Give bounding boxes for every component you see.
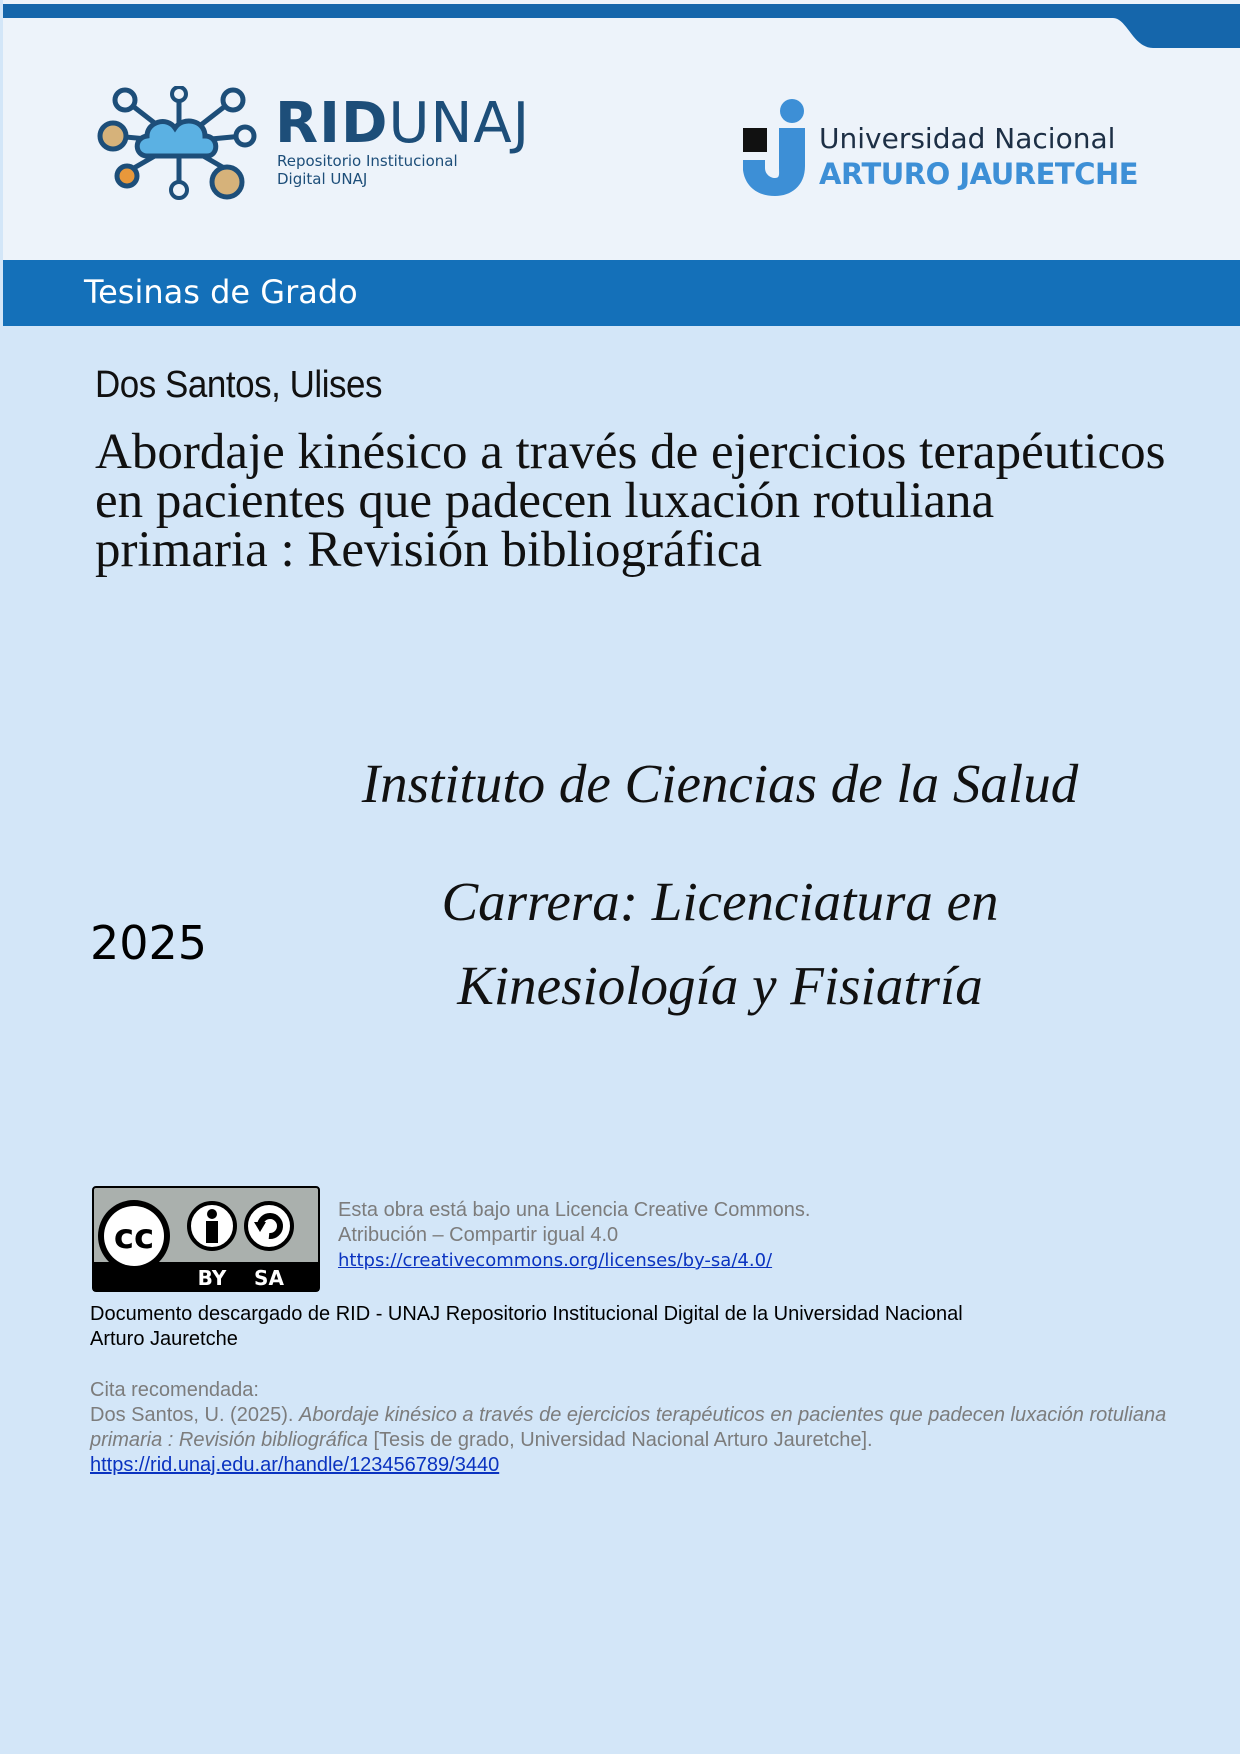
category-band xyxy=(3,260,1240,326)
ridunaj-subtitle-line2: Digital UNAJ xyxy=(277,170,368,188)
ridunaj-wordmark-bold: RID xyxy=(275,91,389,156)
ridunaj-subtitle xyxy=(277,152,517,188)
citation-suffix: [Tesis de grado, Universidad Nacional Arturo Jauretche]. xyxy=(367,1429,873,1451)
unaj-j-icon xyxy=(743,98,809,198)
institute-name: Instituto de Ciencias de la Salud xyxy=(361,753,1079,814)
cc-badge-cc-text: cc xyxy=(113,1217,155,1257)
unaj-logo xyxy=(743,98,1143,198)
citation-title: Abordaje kinésico a través de ejercicios terapéuticos en pacientes que padecen luxación rotuliana primaria : Revisión bibliográfica xyxy=(90,1404,1167,1451)
category-label: Tesinas de Grado xyxy=(84,273,358,311)
document-title: Abordaje kinésico a través de ejercicios terapéuticos en pacientes que padecen luxación rotuliana primaria : Revisión bibliográfica xyxy=(95,424,1166,578)
license-text xyxy=(338,1198,898,1273)
header-band xyxy=(3,0,1240,260)
citation-label: Cita recomendada: xyxy=(90,1379,259,1401)
ridunaj-wordmark-light: UNAJ xyxy=(388,91,531,156)
creative-commons-by-sa-icon xyxy=(92,1186,320,1292)
header-top-bar xyxy=(3,4,1240,18)
cc-badge-sa-text: SA xyxy=(254,1266,284,1290)
unaj-name-line1: Universidad Nacional xyxy=(819,122,1116,155)
cloud-network-icon xyxy=(95,86,263,206)
license-line2: Atribución – Compartir igual 4.0 xyxy=(338,1224,619,1246)
downloaded-from-notice: Documento descargado de RID - UNAJ Repositorio Institucional Digital de la Universidad Nacional Arturo Jauretche xyxy=(90,1303,963,1350)
cc-badge-by-text: BY xyxy=(197,1266,227,1290)
career-name: Carrera: Licenciatura en Kinesiología y Fisiatría xyxy=(441,871,999,1016)
unaj-name-line2: ARTURO JAURETCHE xyxy=(819,157,1139,191)
ridunaj-logo xyxy=(95,86,535,206)
citation-prefix: Dos Santos, U. (2025). xyxy=(90,1404,299,1426)
header-swoosh-decoration xyxy=(1113,4,1240,48)
ridunaj-wordmark xyxy=(275,91,531,156)
recommended-citation xyxy=(90,1378,1190,1478)
license-line1: Esta obra está bajo una Licencia Creative Commons. xyxy=(338,1199,811,1221)
citation-url-link[interactable]: https://rid.unaj.edu.ar/handle/123456789/3440 xyxy=(90,1454,500,1476)
publication-year: 2025 xyxy=(90,916,208,970)
citation-body xyxy=(90,1403,1190,1453)
ridunaj-subtitle-line1: Repositorio Institucional xyxy=(277,152,458,170)
author-name: Dos Santos, Ulises xyxy=(95,364,383,406)
license-url-link[interactable]: https://creativecommons.org/licenses/by-sa/4.0/ xyxy=(338,1250,773,1271)
